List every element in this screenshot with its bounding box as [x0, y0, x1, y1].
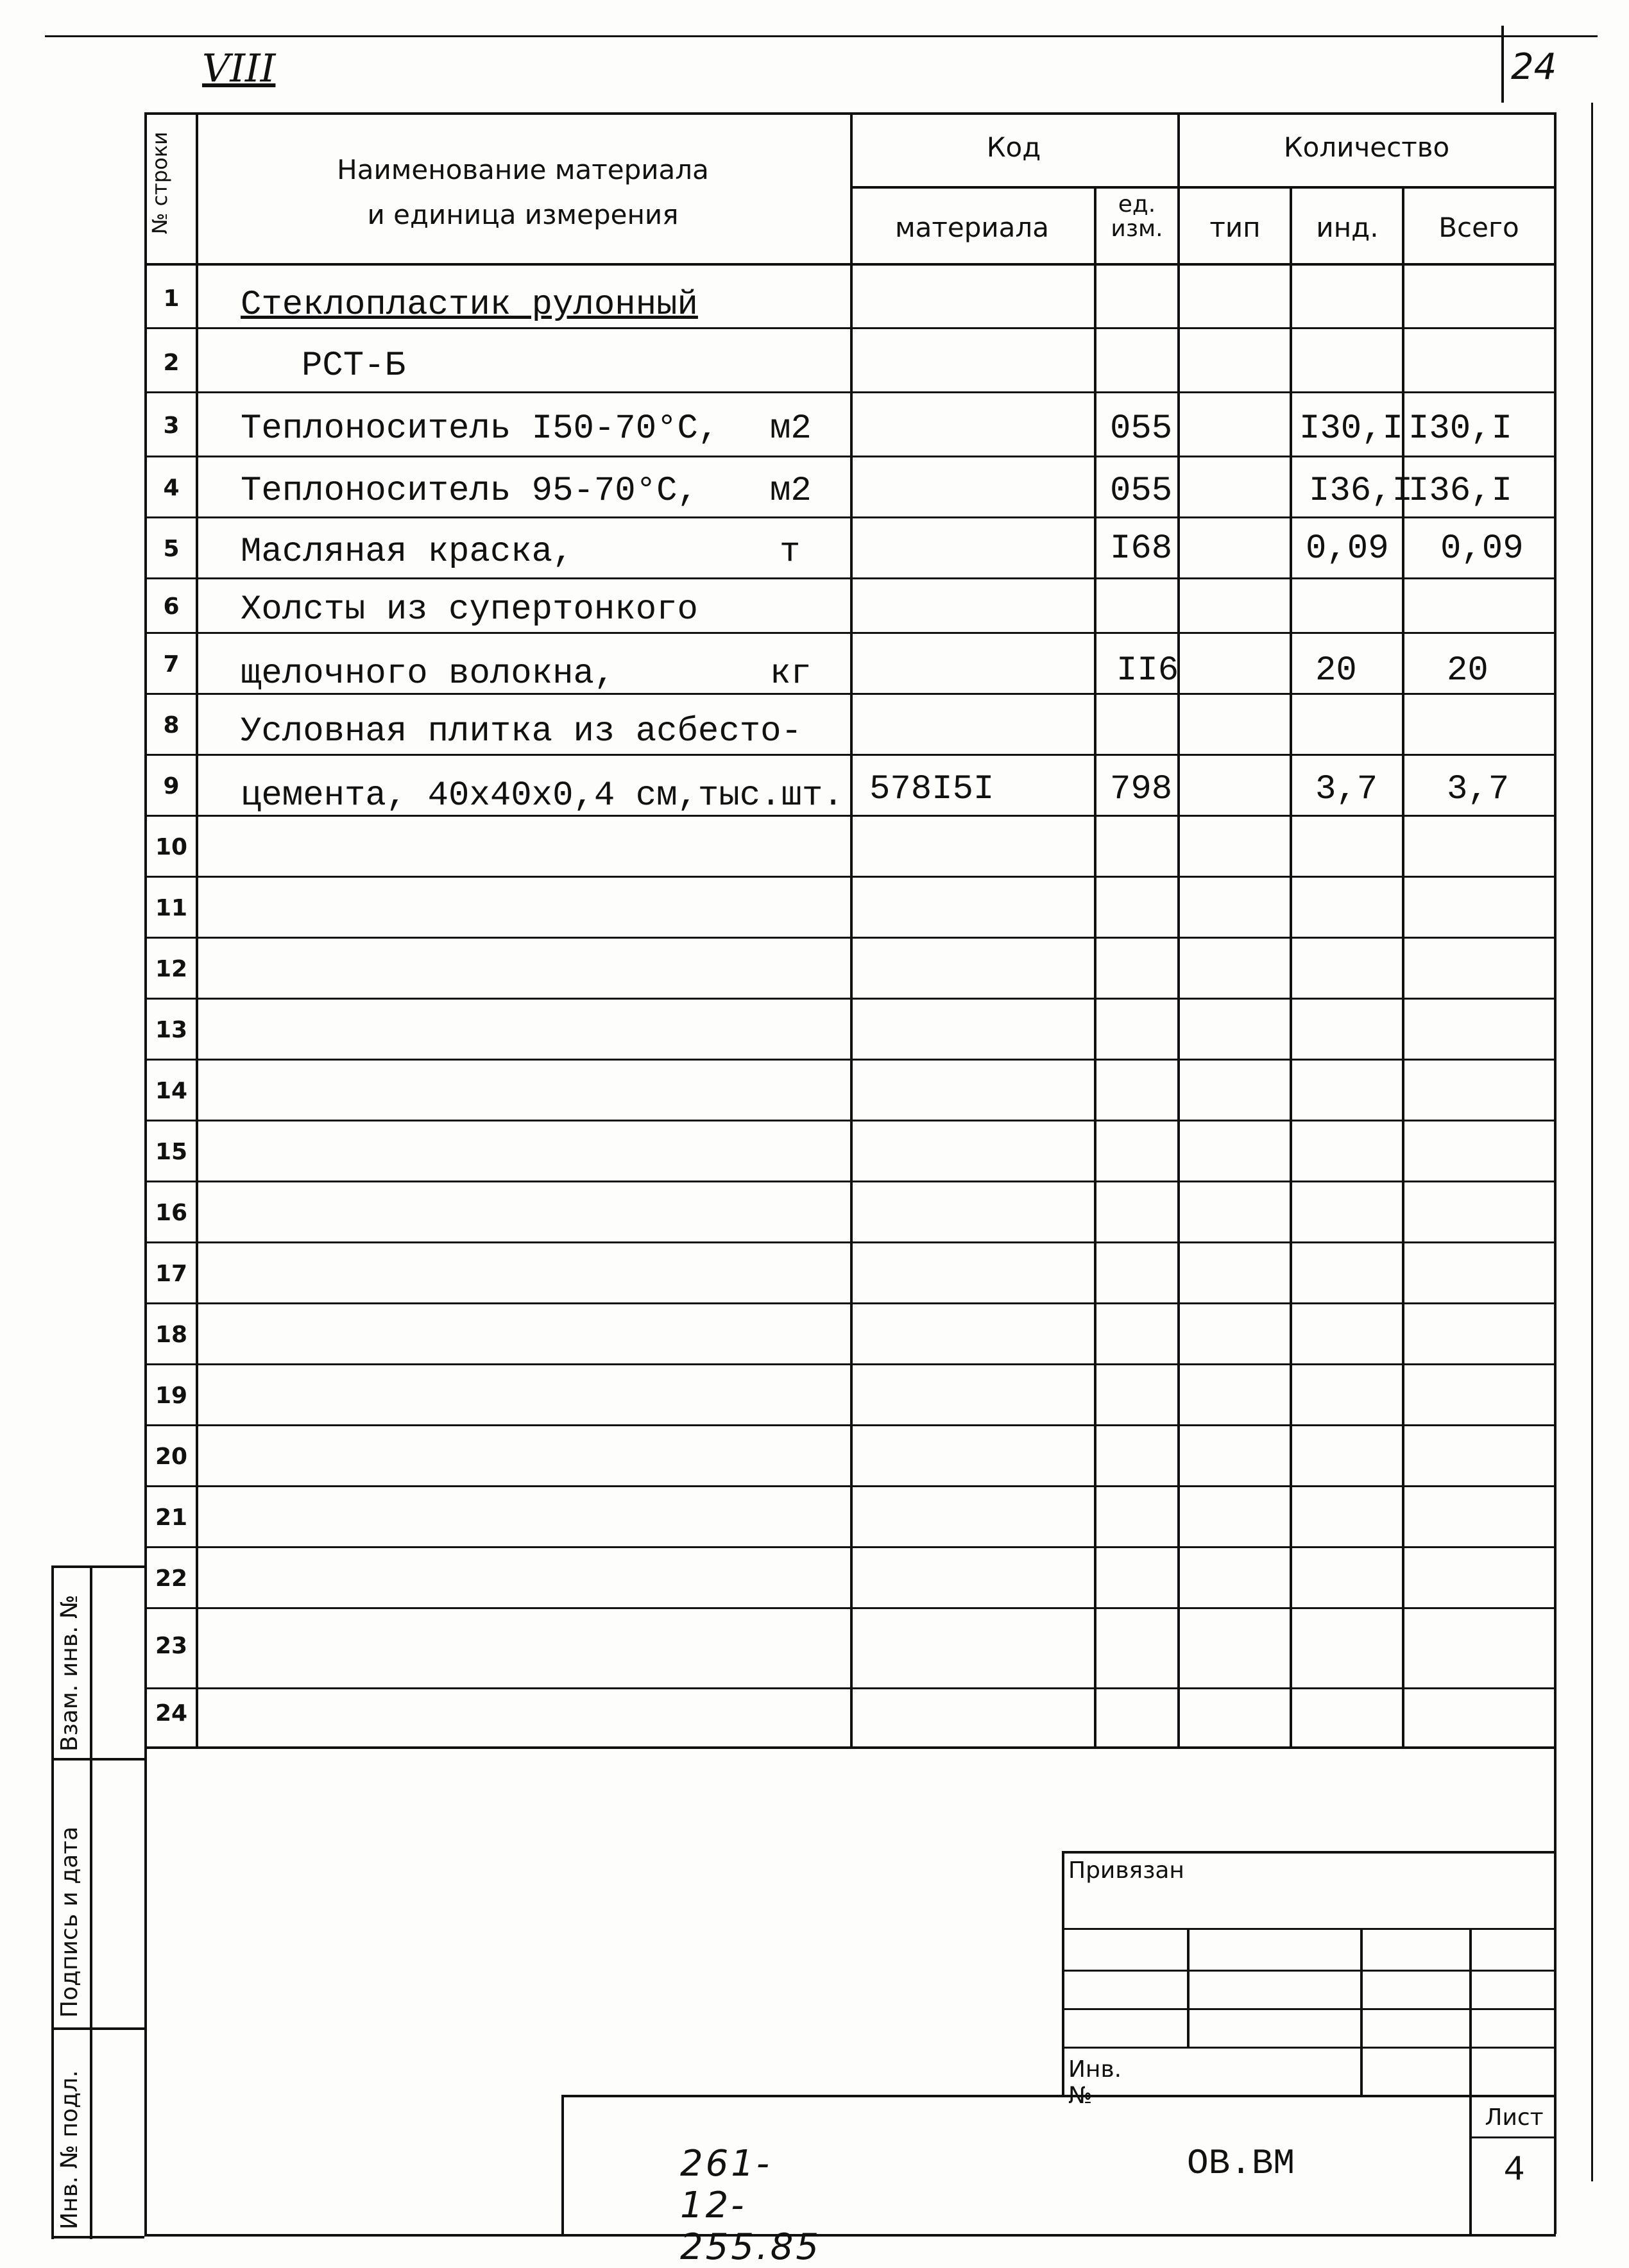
row-number: 22 [155, 1565, 188, 1592]
row-number: 17 [155, 1261, 188, 1287]
table-row-unit-code: I68 [1110, 529, 1173, 568]
table-row-qty-total: 3,7 [1447, 770, 1510, 809]
row-number: 13 [155, 1017, 188, 1043]
row-number: 4 [163, 475, 180, 501]
row-number: 23 [155, 1633, 188, 1659]
row-number: 9 [163, 773, 180, 799]
side-label-podpis-data: Подпись и дата [56, 1826, 83, 2018]
right-page-edge [1591, 103, 1593, 2181]
row-number: 11 [155, 895, 188, 921]
table-row-name: Теплоноситель I50-70°С, [241, 409, 719, 448]
row-number: 16 [155, 1200, 188, 1226]
header-name-line2: и единица измерения [367, 199, 679, 230]
row-number: 8 [163, 712, 180, 738]
row-number: 1 [163, 286, 180, 312]
side-label-inv-podl: Инв. № подл. [56, 2070, 83, 2230]
table-row-qty-ind: 20 [1315, 651, 1357, 690]
table-row-name: Стеклопластик рулонный [241, 286, 698, 325]
table-row-unit-code: 055 [1110, 409, 1173, 448]
top-right-divider [1501, 26, 1504, 103]
row-number: 6 [163, 593, 180, 620]
table-row-qty-ind: I36,I [1309, 472, 1413, 511]
row-number: 21 [155, 1505, 188, 1531]
page-number-top: 24 [1511, 46, 1557, 88]
table-row-unit-code: 055 [1110, 472, 1173, 511]
table-row-qty-total: 0,09 [1440, 529, 1524, 568]
table-row-qty-ind: 3,7 [1315, 770, 1378, 809]
doc-code: ОВ.ВМ [1187, 2143, 1295, 2184]
sheet-mark: VIII [202, 46, 276, 91]
table-row-qty-total: I36,I [1408, 472, 1513, 511]
row-number: 3 [163, 413, 180, 439]
row-number: 24 [155, 1700, 188, 1727]
header-code-material: материала [894, 212, 1049, 243]
table-row-unit: кг [770, 654, 812, 694]
list-label: Лист [1485, 2104, 1544, 2131]
header-row-number: № строки [148, 132, 172, 234]
table-row-unit: м2 [770, 409, 812, 448]
table-row-qty-total: 20 [1447, 651, 1488, 690]
side-label-vzam-inv: Взам. инв. № [56, 1594, 83, 1752]
privyazan-label: Привязан [1068, 1857, 1184, 1884]
table-row-unit-code: 798 [1110, 770, 1173, 809]
header-name-line1: Наименование материала [337, 154, 709, 185]
inv-no-label: Инв. № [1068, 2056, 1122, 2109]
row-number: 7 [163, 651, 180, 678]
table-row-unit: м2 [770, 472, 812, 511]
table-row-qty-ind: 0,09 [1306, 529, 1389, 568]
table-row-qty-total: I30,I [1408, 409, 1513, 448]
header-code-unit: ед. изм. [1111, 191, 1163, 242]
row-number: 10 [155, 834, 188, 860]
row-number: 14 [155, 1078, 188, 1104]
table-row-name: Теплоноситель 95-70°С, [241, 472, 698, 511]
row-number: 18 [155, 1322, 188, 1348]
table-row-name: Масляная краска, [241, 533, 574, 572]
row-number: 12 [155, 956, 188, 982]
row-number: 19 [155, 1383, 188, 1409]
header-quantity: Количество [1283, 132, 1450, 163]
table-row-name: РСТ-Б [302, 346, 406, 386]
header-qty-total: Всего [1438, 212, 1519, 243]
row-number: 15 [155, 1139, 188, 1165]
header-qty-type: тип [1209, 212, 1261, 243]
row-number: 2 [163, 350, 180, 376]
table-row-name: щелочного волокна, [241, 654, 615, 694]
table-row-unit: т [780, 533, 801, 572]
table-row-qty-ind: I30,I [1299, 409, 1404, 448]
header-code: Код [986, 132, 1041, 163]
list-number: 4 [1503, 2149, 1525, 2190]
doc-number: 261-12-255.85 [680, 2143, 821, 2268]
row-number: 5 [163, 536, 180, 562]
table-row-name: Холсты из супертонкого [241, 590, 698, 629]
row-number: 20 [155, 1444, 188, 1470]
table-row-name: Условная плитка из асбесто- [241, 712, 802, 751]
table-row-material-code: 578I5I [869, 770, 994, 809]
top-border [45, 35, 1598, 37]
table-row-name: цемента, 40х40х0,4 см,тыс.шт. [241, 776, 844, 815]
table-row-unit-code: II6 [1116, 651, 1179, 690]
header-qty-ind: инд. [1316, 212, 1379, 243]
